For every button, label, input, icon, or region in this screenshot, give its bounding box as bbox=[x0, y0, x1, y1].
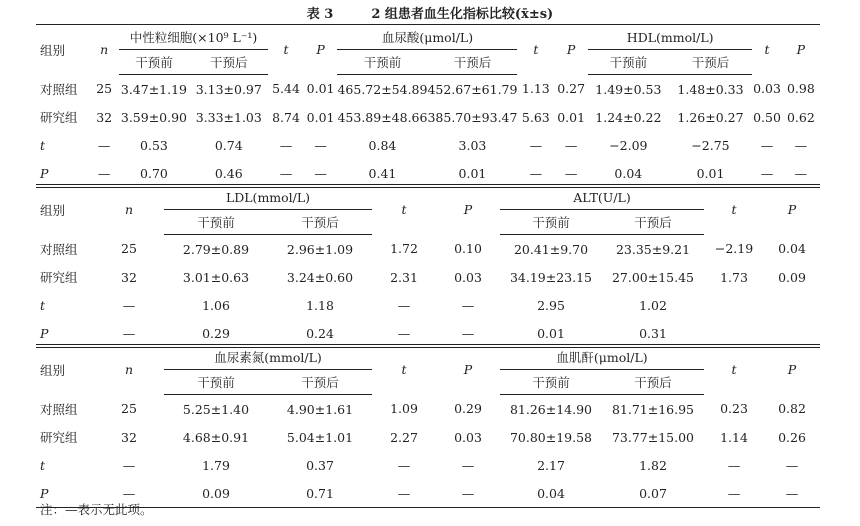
table-cell: 0.09 bbox=[778, 269, 806, 285]
table-cell: 1.09 bbox=[390, 401, 418, 417]
col-header-p: P bbox=[764, 185, 820, 235]
col-header-before: 干预前 bbox=[500, 370, 602, 395]
table-cell: 0.03 bbox=[454, 429, 482, 445]
table-row bbox=[36, 103, 820, 131]
table-cell: 0.53 bbox=[140, 137, 168, 153]
table-footnote: 注：—表示无此项。 bbox=[40, 502, 153, 517]
table-cell: — bbox=[268, 159, 303, 188]
table-cell: — bbox=[314, 137, 327, 153]
table-cell: 27.00±15.45 bbox=[611, 269, 695, 285]
table-cell: 8.74 bbox=[272, 109, 300, 125]
table-cell: — bbox=[397, 297, 411, 313]
table-row bbox=[36, 75, 820, 104]
table-ldl-alt bbox=[36, 184, 820, 348]
table-cell: 5.63 bbox=[521, 109, 550, 125]
table-cell: 25 bbox=[121, 401, 137, 417]
col-header-bun: 血尿素氮(mmol/L) bbox=[164, 345, 372, 370]
col-header-after: 干预后 bbox=[427, 50, 517, 75]
col-header-t: t bbox=[704, 185, 764, 235]
col-header-n: n bbox=[94, 345, 164, 395]
col-header-before: 干预前 bbox=[119, 50, 189, 75]
table-cell: 1.06 bbox=[202, 297, 230, 313]
col-header-after: 干预后 bbox=[602, 210, 704, 235]
table-cell: 0.41 bbox=[337, 159, 427, 188]
table-cell: 2.79±0.89 bbox=[182, 241, 250, 257]
table-cell: — bbox=[554, 159, 588, 188]
col-header-hdl: HDL(mmol/L) bbox=[588, 25, 752, 50]
row-label: 对照组 bbox=[40, 401, 78, 417]
col-header-t: t bbox=[372, 185, 436, 235]
table-cell bbox=[764, 291, 820, 319]
col-header-p: P bbox=[554, 25, 588, 75]
table-cell: 2.27 bbox=[390, 429, 418, 445]
col-header-p: P bbox=[764, 345, 820, 395]
col-header-after: 干预后 bbox=[268, 210, 372, 235]
row-label: P bbox=[36, 319, 94, 348]
table-cell: 0.04 bbox=[778, 241, 806, 257]
table-cell: 0.01 bbox=[306, 109, 335, 125]
table-cell: — bbox=[782, 159, 820, 188]
table-cell: 0.84 bbox=[368, 137, 397, 153]
col-header-t: t bbox=[752, 25, 781, 75]
table-cell: 1.02 bbox=[639, 297, 667, 313]
col-header-t: t bbox=[268, 25, 303, 75]
table-row bbox=[36, 263, 820, 291]
col-header-after: 干预后 bbox=[669, 50, 753, 75]
table-caption: 2 组患者血生化指标比较(x̄±s) bbox=[371, 7, 554, 22]
table-cell: 1.73 bbox=[720, 269, 748, 285]
table-cell: 1.48±0.33 bbox=[677, 81, 744, 97]
table-cell: 0.03 bbox=[753, 81, 781, 97]
table-cell: 2.95 bbox=[537, 297, 565, 313]
row-label: 研究组 bbox=[40, 430, 78, 445]
col-header-p: P bbox=[436, 185, 500, 235]
table-cell: 5.25±1.40 bbox=[182, 401, 250, 417]
table-cell: 452.67±61.79 bbox=[427, 81, 518, 97]
table-cell: 0.50 bbox=[753, 109, 781, 125]
table-cell: 2.31 bbox=[390, 269, 418, 285]
table-cell: 70.80±19.58 bbox=[509, 429, 593, 445]
table-cell: 4.90±1.61 bbox=[286, 401, 354, 417]
col-header-after: 干预后 bbox=[602, 370, 704, 395]
table-cell: — bbox=[97, 137, 111, 153]
table-cell: 5.44 bbox=[272, 81, 300, 97]
table-cell: 25 bbox=[121, 241, 137, 257]
table-cell: 0.24 bbox=[268, 319, 372, 348]
col-header-ldl: LDL(mmol/L) bbox=[164, 185, 372, 210]
col-header-n: n bbox=[90, 25, 119, 75]
table-cell: 1.79 bbox=[202, 457, 230, 473]
table-cell: — bbox=[794, 137, 808, 153]
table-cell: — bbox=[727, 457, 741, 473]
table-cell: 0.70 bbox=[119, 159, 189, 188]
table-cell: 1.72 bbox=[390, 241, 418, 257]
table-cell: 3.03 bbox=[458, 137, 487, 153]
table-cell: — bbox=[372, 319, 436, 348]
col-header-t: t bbox=[704, 345, 764, 395]
table-cell: 32 bbox=[121, 269, 137, 285]
table-cell: — bbox=[279, 137, 293, 153]
col-header-after: 干预后 bbox=[268, 370, 372, 395]
col-header-p: P bbox=[782, 25, 820, 75]
table-cell: 20.41±9.70 bbox=[513, 241, 589, 257]
table-cell: 0.01 bbox=[306, 81, 335, 97]
table-row bbox=[36, 235, 820, 264]
table-cell: 0.82 bbox=[778, 401, 806, 417]
table-cell: 0.29 bbox=[164, 319, 268, 348]
table-cell: 3.24±0.60 bbox=[286, 269, 354, 285]
col-header-before: 干预前 bbox=[337, 50, 427, 75]
table-cell: 0.01 bbox=[669, 159, 753, 188]
table-cell: 0.37 bbox=[306, 457, 334, 473]
row-label: 对照组 bbox=[40, 81, 78, 97]
table-cell: — bbox=[122, 457, 136, 473]
col-header-group: 组别 bbox=[36, 25, 90, 75]
table-row bbox=[36, 451, 820, 479]
table-cell: 4.68±0.91 bbox=[182, 429, 250, 445]
table-cell: 1.82 bbox=[639, 457, 667, 473]
table-cell: 32 bbox=[121, 429, 137, 445]
table-cell: 1.49±0.53 bbox=[595, 81, 662, 97]
table-cell: 0.23 bbox=[720, 401, 748, 417]
table-cell: 1.14 bbox=[720, 429, 748, 445]
col-header-t: t bbox=[517, 25, 554, 75]
table-cell: — bbox=[94, 479, 164, 508]
table-cell: 3.33±1.03 bbox=[195, 109, 262, 125]
row-label: t bbox=[40, 137, 46, 153]
table-cell: 0.62 bbox=[786, 109, 815, 125]
table-cell: 73.77±15.00 bbox=[611, 429, 695, 445]
table-cell: 2.96±1.09 bbox=[286, 241, 354, 257]
table-cell: 1.24±0.22 bbox=[595, 109, 662, 125]
table-cell: 3.59±0.90 bbox=[120, 109, 188, 125]
table-cell: 3.13±0.97 bbox=[195, 81, 262, 97]
table-cell: — bbox=[785, 457, 799, 473]
table-cell: — bbox=[517, 159, 554, 188]
col-header-group: 组别 bbox=[36, 345, 94, 395]
table-cell: — bbox=[90, 159, 119, 188]
table-row bbox=[36, 479, 820, 508]
table-cell: 453.89±48.66 bbox=[337, 109, 428, 125]
col-header-creatinine: 血肌酐(μmol/L) bbox=[500, 345, 704, 370]
table-cell: 0.04 bbox=[588, 159, 669, 188]
table-cell: 0.10 bbox=[454, 241, 482, 257]
table-cell: — bbox=[372, 479, 436, 508]
table-neutrophil-uric-hdl bbox=[36, 24, 820, 188]
table-cell: 2.17 bbox=[537, 457, 565, 473]
row-label: P bbox=[36, 159, 90, 188]
row-label: t bbox=[40, 297, 46, 313]
table-cell: 34.19±23.15 bbox=[509, 269, 593, 285]
table-cell: 32 bbox=[96, 109, 113, 125]
table-number: 表 3 bbox=[306, 7, 334, 22]
table-cell: 1.18 bbox=[306, 297, 334, 313]
col-header-group: 组别 bbox=[36, 185, 94, 235]
table-cell: — bbox=[436, 319, 500, 348]
col-header-neutrophil: 中性粒细胞(×10⁹ L⁻¹) bbox=[119, 25, 269, 50]
table-cell: — bbox=[564, 137, 578, 153]
table-cell: −2.19 bbox=[714, 241, 754, 257]
table-cell: 0.71 bbox=[268, 479, 372, 508]
table-cell: 3.47±1.19 bbox=[120, 81, 188, 97]
table-cell: 5.04±1.01 bbox=[286, 429, 354, 445]
table-cell: 0.31 bbox=[602, 319, 704, 348]
table-cell: 0.03 bbox=[454, 269, 482, 285]
table-cell: −2.75 bbox=[691, 137, 730, 153]
table-cell: — bbox=[94, 319, 164, 348]
col-header-uric-acid: 血尿酸(μmol/L) bbox=[337, 25, 517, 50]
table-cell: — bbox=[461, 457, 475, 473]
col-header-n: n bbox=[94, 185, 164, 235]
table-cell: — bbox=[529, 137, 543, 153]
row-label: t bbox=[40, 457, 46, 473]
row-label: P bbox=[36, 479, 94, 508]
col-header-before: 干预前 bbox=[164, 370, 268, 395]
table-cell: 0.27 bbox=[557, 81, 586, 97]
table-title bbox=[0, 3, 860, 22]
table-cell: 81.26±14.90 bbox=[509, 401, 593, 417]
col-header-p: P bbox=[436, 345, 500, 395]
col-header-before: 干预前 bbox=[588, 50, 669, 75]
table-cell: — bbox=[304, 159, 338, 188]
col-header-after: 干预后 bbox=[189, 50, 268, 75]
table-cell: 0.46 bbox=[189, 159, 268, 188]
table-bun-creatinine bbox=[36, 344, 820, 508]
col-header-alt: ALT(U/L) bbox=[500, 185, 704, 210]
table-cell: 0.01 bbox=[427, 159, 517, 188]
table-cell: 0.01 bbox=[500, 319, 602, 348]
table-row bbox=[36, 423, 820, 451]
table-cell bbox=[704, 291, 764, 319]
table-cell: 0.29 bbox=[454, 401, 482, 417]
table-cell: 3.01±0.63 bbox=[182, 269, 250, 285]
table-cell: — bbox=[397, 457, 411, 473]
table-cell: 0.09 bbox=[164, 479, 268, 508]
table-cell: — bbox=[764, 479, 820, 508]
table-cell: 25 bbox=[96, 81, 113, 97]
table-row bbox=[36, 291, 820, 319]
table-cell: — bbox=[436, 479, 500, 508]
table-cell: −2.09 bbox=[609, 137, 648, 153]
table-cell: 385.70±93.47 bbox=[427, 109, 518, 125]
col-header-before: 干预前 bbox=[164, 210, 268, 235]
row-label: 对照组 bbox=[40, 241, 78, 257]
table-cell: — bbox=[461, 297, 475, 313]
table-cell: 0.04 bbox=[500, 479, 602, 508]
table-cell: 0.74 bbox=[214, 137, 243, 153]
table-cell: — bbox=[704, 479, 764, 508]
table-cell: — bbox=[122, 297, 136, 313]
table-cell: — bbox=[752, 159, 781, 188]
table-cell: 0.26 bbox=[778, 429, 806, 445]
table-cell: 0.98 bbox=[786, 81, 815, 97]
table-cell: 0.07 bbox=[602, 479, 704, 508]
table-row bbox=[36, 131, 820, 159]
table-cell: 81.71±16.95 bbox=[611, 401, 695, 417]
table-row bbox=[36, 395, 820, 424]
table-cell: 0.01 bbox=[557, 109, 586, 125]
table-cell: 23.35±9.21 bbox=[615, 241, 691, 257]
row-label: 研究组 bbox=[40, 270, 78, 285]
table-cell: — bbox=[760, 137, 774, 153]
table-cell: 1.13 bbox=[521, 81, 550, 97]
table-cell: 465.72±54.89 bbox=[337, 81, 428, 97]
col-header-p: P bbox=[304, 25, 338, 75]
row-label: 研究组 bbox=[40, 110, 78, 125]
col-header-t: t bbox=[372, 345, 436, 395]
col-header-before: 干预前 bbox=[500, 210, 602, 235]
table-cell: 1.26±0.27 bbox=[677, 109, 744, 125]
